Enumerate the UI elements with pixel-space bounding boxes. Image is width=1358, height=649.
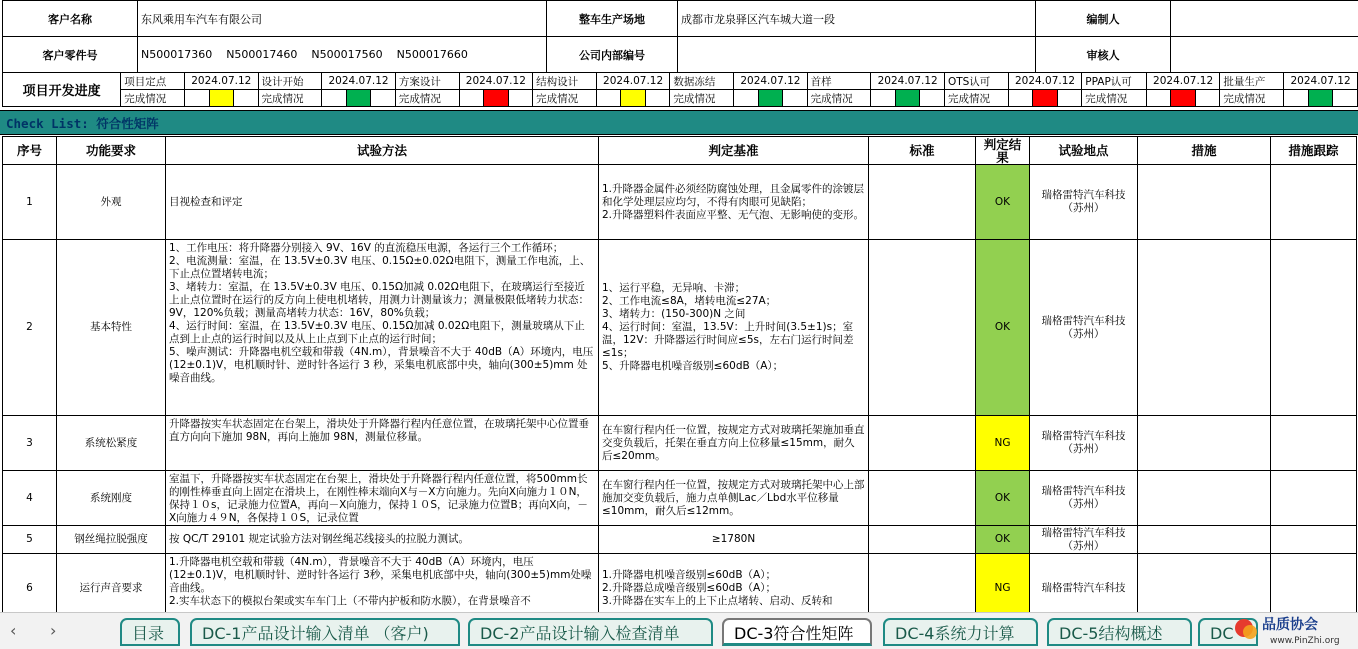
standard-cell[interactable] — [869, 471, 976, 526]
progress-table — [2, 72, 1358, 107]
status-color-cell[interactable] — [346, 90, 371, 107]
column-header: 措施 — [1138, 137, 1271, 165]
watermark-logo — [1230, 612, 1352, 648]
function-requirement[interactable]: 基本特性 — [57, 240, 166, 416]
status-cell-blank[interactable] — [508, 90, 533, 107]
action-cell[interactable] — [1138, 471, 1271, 526]
test-location[interactable]: 瑞格雷特汽车科技（苏州） — [1030, 165, 1138, 240]
function-requirement[interactable]: 系统松紧度 — [57, 416, 166, 471]
milestone-date[interactable]: 2024.07.12 — [1146, 73, 1220, 90]
judgment-criteria[interactable]: 在车窗行程内任一位置，按规定方式对玻璃托架施加垂直交变负载后，托架在垂直方向上位移量≤15mm，耐久后≤20mm。 — [599, 416, 869, 471]
tracking-cell[interactable] — [1271, 416, 1357, 471]
milestone-name: 项目定点 — [121, 73, 185, 90]
sheet-tab[interactable]: DC-2产品设计输入检查清单 — [468, 618, 713, 646]
test-location[interactable]: 瑞格雷特汽车科技 — [1030, 554, 1138, 624]
judgment-criteria[interactable]: ≥1780N — [599, 526, 869, 554]
tracking-cell[interactable] — [1271, 165, 1357, 240]
action-cell[interactable] — [1138, 165, 1271, 240]
status-cell-blank[interactable] — [1146, 90, 1171, 107]
status-label: 完成情况 — [1082, 90, 1147, 107]
sheet-tab[interactable]: DC — [1198, 618, 1258, 646]
milestone-name: 批量生产 — [1220, 73, 1284, 90]
milestone-name: PPAP认可 — [1082, 73, 1147, 90]
status-cell-blank[interactable] — [1284, 90, 1309, 107]
table-row — [3, 526, 1357, 554]
status-label: 完成情况 — [670, 90, 734, 107]
milestone-date[interactable]: 2024.07.12 — [734, 73, 808, 90]
result-badge[interactable]: OK — [976, 240, 1030, 416]
action-cell[interactable] — [1138, 240, 1271, 416]
row-number[interactable]: 4 — [3, 471, 57, 526]
milestone-name: 结构设计 — [533, 73, 597, 90]
prev-sheet-icon[interactable]: ‹ — [10, 621, 16, 640]
plant-cell[interactable]: 成都市龙泉驿区汽车城大道一段 — [678, 1, 1036, 37]
milestone-name: 首样 — [807, 73, 871, 90]
standard-cell[interactable] — [869, 526, 976, 554]
judgment-criteria[interactable]: 1、运行平稳，无异响、卡滞； 2、工作电流≤8A，堵转电流≤27A； 3、堵转力：(150-300)N 之间 4、运行时间：室温，13.5V：上升时间(3.5±1)s；室温，12V：升降器运行时间应≤5s，左右门运行时间差≤1s； 5、升降器电机噪音级别≤60dB（A）； — [599, 240, 869, 416]
table-row — [3, 416, 1357, 471]
column-header: 措施跟踪 — [1271, 137, 1357, 165]
milestone-date[interactable]: 2024.07.12 — [459, 73, 533, 90]
table-row — [3, 471, 1357, 526]
sheet-tab-bar — [0, 612, 1358, 649]
column-header: 标准 — [869, 137, 976, 165]
test-method[interactable]: 1、工作电压：将升降器分别接入 9V、16V 的直流稳压电源，各运行三个工作循环； 2、电流测量：室温，在 13.5V±0.3V 电压、0.15Ω±0.02Ω电阻下，测量工作电流，上、下止点位置堵转电流； 3、堵转力：室温，在 13.5V±0.3V 电压、0.15Ω加减 0.02Ω电阻下，在玻璃运行至接近上止点位置时在运行的反方向上使电机堵转，用测力计测量该力；测量极限低堵转力状态：9V，120%负载；测量高堵转力状态：16V，80%负载； 4、运行时间：室温，在 13.5V±0.3V 电压、0.15Ω加减 0.02Ω电阻下，测量玻璃从下止点到上止点的运行时间以及从上止点到下止点的运行时间； 5、噪声测试：升降器电机空载和带载（4N.m），背景噪音不大于 40dB（A）环境内，电压(12±0.1)V，电机顺时针、逆时针各运行 3 秒，采集电机底部中央，轴向(300±5)mm 处噪音曲线。 — [166, 240, 599, 416]
status-cell-blank[interactable] — [871, 90, 896, 107]
status-cell-blank[interactable] — [185, 90, 210, 107]
status-cell-blank[interactable] — [596, 90, 621, 107]
sheet-tab[interactable]: DC-3符合性矩阵 — [722, 618, 872, 646]
test-method[interactable]: 1.升降器电机空载和带载（4N.m），背景噪音不大于 40dB（A）环境内，电压(12±0.1)V，电机顺时针、逆时针各运行 3秒，采集电机底部中央，轴向(300±5)mm处噪音曲线。 2.实车状态下的模拟台架或实车车门上（不带内护板和防水膜），在背景噪音不 — [166, 554, 599, 624]
result-badge[interactable]: OK — [976, 526, 1030, 554]
tracking-cell[interactable] — [1271, 526, 1357, 554]
internal-no-cell[interactable] — [678, 37, 1036, 73]
part-no-cell[interactable]: N500017360 N500017460 N500017560 N500017660 — [138, 37, 547, 73]
sheet-tab[interactable]: DC-4系统力计算 — [883, 618, 1038, 646]
sheet-tab[interactable]: 目录 — [120, 618, 180, 646]
result-badge[interactable]: OK — [976, 165, 1030, 240]
status-color-cell[interactable] — [209, 90, 234, 107]
row-number[interactable]: 5 — [3, 526, 57, 554]
test-location[interactable]: 瑞格雷特汽车科技（苏州） — [1030, 526, 1138, 554]
sheet-tab[interactable]: DC-1产品设计输入清单 （客户) — [190, 618, 460, 646]
status-label: 完成情况 — [1220, 90, 1284, 107]
tracking-cell[interactable] — [1271, 240, 1357, 416]
result-badge[interactable]: NG — [976, 554, 1030, 624]
milestone-date[interactable]: 2024.07.12 — [596, 73, 670, 90]
status-label: 完成情况 — [258, 90, 322, 107]
reviewer-cell[interactable] — [1171, 37, 1358, 73]
milestone-name: 设计开始 — [258, 73, 322, 90]
status-cell-blank[interactable] — [1333, 90, 1358, 107]
row-number[interactable]: 1 — [3, 165, 57, 240]
column-header: 判定基准 — [599, 137, 869, 165]
status-cell-blank[interactable] — [234, 90, 259, 107]
result-badge[interactable]: OK — [976, 471, 1030, 526]
standard-cell[interactable] — [869, 240, 976, 416]
compliance-matrix — [2, 136, 1357, 624]
milestone-date[interactable]: 2024.07.12 — [1008, 73, 1082, 90]
milestone-date[interactable]: 2024.07.12 — [871, 73, 945, 90]
column-header: 试验方法 — [166, 137, 599, 165]
status-color-cell[interactable] — [1033, 90, 1058, 107]
status-cell-blank[interactable] — [459, 90, 484, 107]
table-row — [3, 240, 1357, 416]
status-cell-blank[interactable] — [920, 90, 945, 107]
editor-cell[interactable] — [1171, 1, 1358, 37]
function-requirement[interactable]: 外观 — [57, 165, 166, 240]
status-color-cell[interactable] — [1171, 90, 1196, 107]
status-color-cell[interactable] — [895, 90, 920, 107]
function-requirement[interactable]: 系统刚度 — [57, 471, 166, 526]
status-cell-blank[interactable] — [1195, 90, 1220, 107]
column-header: 判定结果 — [976, 137, 1030, 165]
milestone-date[interactable]: 2024.07.12 — [322, 73, 396, 90]
judgment-criteria[interactable]: 1.升降器电机噪音级别≤60dB（A）； 2.升降器总成噪音级别≤60dB（A）； 3.升降器在实车上的上下止点堵转、启动、反转和 — [599, 554, 869, 624]
test-method[interactable]: 室温下，升降器按实车状态固定在台架上，滑块处于升降器行程内任意位置，将500mm长的刚性棒垂直向上固定在滑块上，在刚性棒末端向X与－X方向施力。先向X向施力１０N，保持１０s，记录施力位置A，再向－X向施力，保持１０S，记录施力位置B；再向X向，－X向施力４９N，各保持１０S，记录位置 — [166, 471, 599, 526]
action-cell[interactable] — [1138, 416, 1271, 471]
status-cell-blank[interactable] — [1057, 90, 1082, 107]
column-header: 功能要求 — [57, 137, 166, 165]
progress-label: 项目开发进度 — [3, 73, 121, 107]
column-header: 序号 — [3, 137, 57, 165]
test-method[interactable]: 目视检查和评定 — [166, 165, 599, 240]
function-requirement[interactable]: 钢丝绳拉脱强度 — [57, 526, 166, 554]
milestone-date[interactable]: 2024.07.12 — [185, 73, 259, 90]
status-label: 完成情况 — [944, 90, 1008, 107]
status-cell-blank[interactable] — [322, 90, 347, 107]
standard-cell[interactable] — [869, 416, 976, 471]
header-table — [2, 0, 1358, 73]
editor-label: 编制人 — [1036, 1, 1171, 37]
milestone-name: 数据冻结 — [670, 73, 734, 90]
customer-name-label: 客户名称 — [3, 1, 138, 37]
status-cell-blank[interactable] — [1008, 90, 1033, 107]
row-number[interactable]: 2 — [3, 240, 57, 416]
status-color-cell[interactable] — [484, 90, 509, 107]
judgment-criteria[interactable]: 1.升降器金属件必须经防腐蚀处理，且金属零件的涂镀层和化学处理层应均匀，不得有肉眼可见缺陷； 2.升降器塑料件表面应平整、无气泡、无影响使的变形。 — [599, 165, 869, 240]
table-row — [3, 165, 1357, 240]
part-no-label: 客户零件号 — [3, 37, 138, 73]
status-color-cell[interactable] — [758, 90, 783, 107]
reviewer-label: 审核人 — [1036, 37, 1171, 73]
status-label: 完成情况 — [395, 90, 459, 107]
action-cell[interactable] — [1138, 526, 1271, 554]
checklist-title: Check List: 符合性矩阵 — [0, 110, 1358, 135]
test-method[interactable]: 按 QC/T 29101 规定试验方法对钢丝绳芯线接头的拉脱力测试。 — [166, 526, 599, 554]
customer-name-cell[interactable]: 东风乘用车汽车有限公司 — [138, 1, 547, 37]
status-label: 完成情况 — [807, 90, 871, 107]
milestone-date[interactable]: 2024.07.12 — [1284, 73, 1358, 90]
status-cell-blank[interactable] — [783, 90, 808, 107]
status-label: 完成情况 — [121, 90, 185, 107]
status-color-cell[interactable] — [1308, 90, 1333, 107]
watermark-url: www.PinZhi.org — [1270, 636, 1340, 646]
watermark-text: 品质协会 — [1262, 616, 1318, 633]
result-badge[interactable]: NG — [976, 416, 1030, 471]
standard-cell[interactable] — [869, 165, 976, 240]
function-requirement[interactable]: 运行声音要求 — [57, 554, 166, 624]
tracking-cell[interactable] — [1271, 471, 1357, 526]
status-cell-blank[interactable] — [371, 90, 396, 107]
internal-no-label: 公司内部编号 — [547, 37, 678, 73]
row-number[interactable]: 6 — [3, 554, 57, 624]
sheet-tab[interactable]: DC-5结构概述 — [1047, 618, 1192, 646]
status-cell-blank[interactable] — [734, 90, 759, 107]
plant-label: 整车生产场地 — [547, 1, 678, 37]
next-sheet-icon[interactable]: › — [50, 621, 56, 640]
judgment-criteria[interactable]: 在车窗行程内任一位置，按规定方式对玻璃托架中心上部施加交变负载后，施力点单侧Lac／Lbd水平位移量≤10mm，耐久后≤12mm。 — [599, 471, 869, 526]
milestone-name: OTS认可 — [944, 73, 1008, 90]
milestone-name: 方案设计 — [395, 73, 459, 90]
row-number[interactable]: 3 — [3, 416, 57, 471]
test-method[interactable]: 升降器按实车状态固定在台架上，滑块处于升降器行程内任意位置，在玻璃托架中心位置垂直方向向下施加 98N，再向上施加 98N，测量位移量。 — [166, 416, 599, 471]
test-location[interactable]: 瑞格雷特汽车科技（苏州） — [1030, 416, 1138, 471]
status-cell-blank[interactable] — [645, 90, 670, 107]
status-color-cell[interactable] — [621, 90, 646, 107]
column-header: 试验地点 — [1030, 137, 1138, 165]
status-label: 完成情况 — [533, 90, 597, 107]
test-location[interactable]: 瑞格雷特汽车科技（苏州） — [1030, 240, 1138, 416]
test-location[interactable]: 瑞格雷特汽车科技（苏州） — [1030, 471, 1138, 526]
